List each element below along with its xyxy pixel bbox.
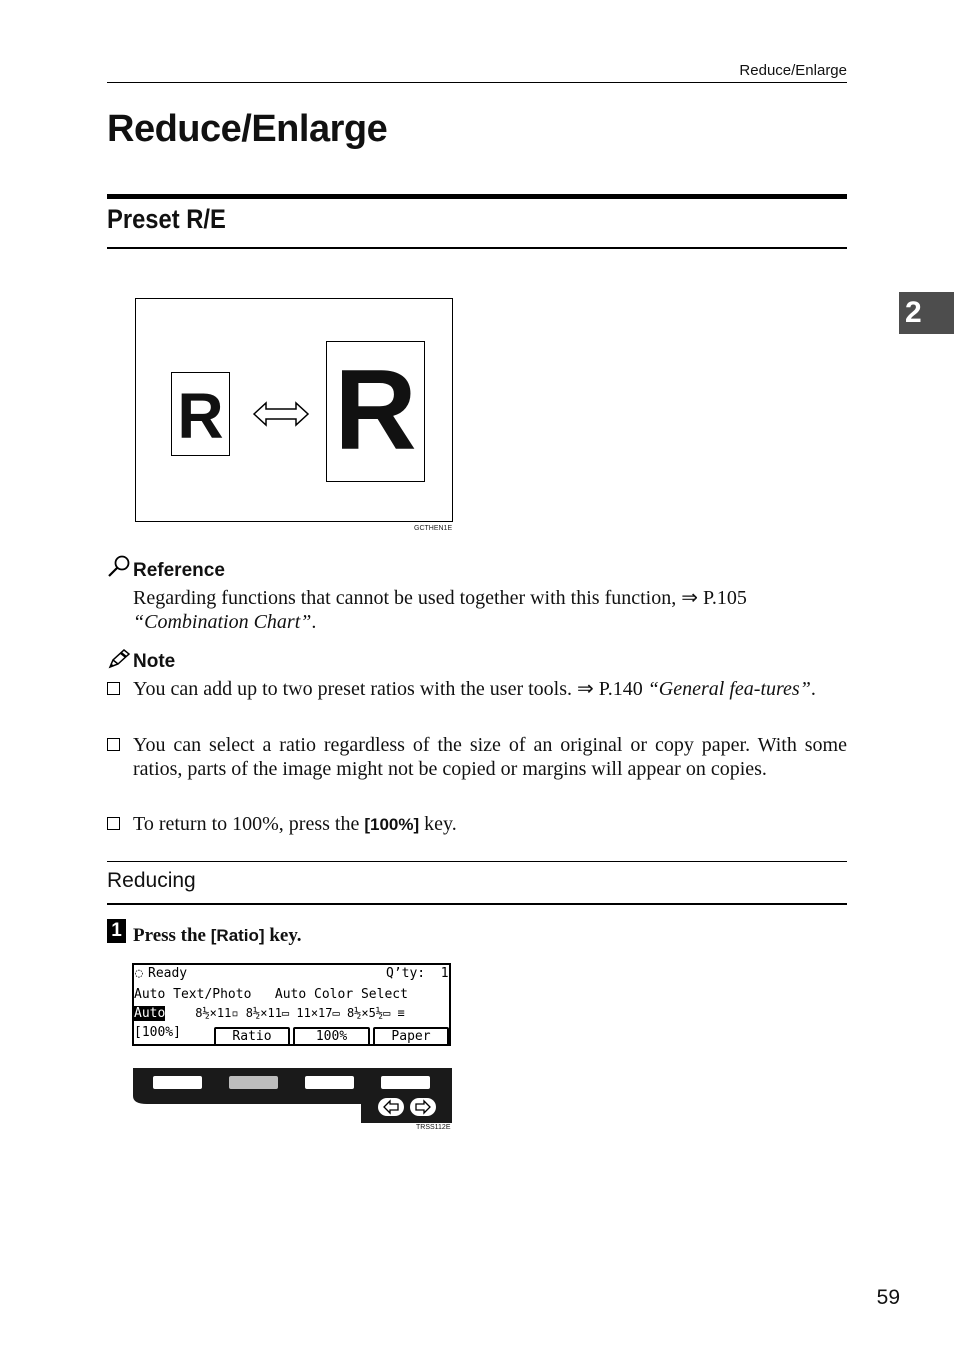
note-item-prefix: To return to 100%, press the	[133, 813, 365, 835]
note-item-body: You can add up to two preset ratios with the user tools. ⇒ P.140	[133, 678, 648, 700]
subsection-rule-top	[107, 861, 847, 862]
note-item-text	[133, 812, 847, 837]
section-rule-bottom	[107, 247, 847, 249]
lcd-auto-selected[interactable]: Auto	[134, 1006, 166, 1021]
note-item-link[interactable]: “General fea-tures”	[647, 678, 811, 700]
step-instruction	[133, 925, 302, 947]
lcd-quantity: Q’ty: 1	[386, 966, 449, 981]
lcd-status: Ready	[148, 966, 188, 981]
figure-code: GCTHEN1E	[414, 525, 453, 532]
small-letter: R	[177, 380, 224, 452]
ready-status-icon: ◌	[135, 966, 143, 981]
figure-code: TRSS112E	[416, 1124, 451, 1131]
step-suffix: key.	[264, 925, 302, 946]
paper-button[interactable]: Paper	[373, 1027, 449, 1046]
step-number-badge: 1	[107, 919, 126, 943]
soft-key-4[interactable]	[381, 1076, 430, 1089]
note-item-suffix: key.	[419, 813, 457, 835]
note-item-suffix: .	[810, 678, 816, 700]
note-item-text	[133, 677, 847, 701]
right-arrow-key-icon[interactable]	[409, 1097, 437, 1117]
reference-heading: Reference	[133, 560, 225, 581]
reference-link[interactable]: “Combination Chart”	[133, 611, 312, 633]
lcd-mode-line: Auto Text/Photo Auto Color Select	[134, 987, 408, 1002]
section-rule-top	[107, 194, 847, 199]
magnifier-icon	[107, 554, 131, 578]
key-label-100: [100%]	[364, 815, 420, 834]
100-percent-button[interactable]: 100%	[293, 1027, 370, 1046]
left-arrow-key-icon[interactable]	[377, 1097, 405, 1117]
note-item	[107, 733, 847, 781]
ratio-button[interactable]: Ratio	[214, 1027, 290, 1046]
soft-key-3[interactable]	[305, 1076, 354, 1089]
large-letter: R	[334, 347, 417, 474]
note-item	[107, 677, 847, 701]
checkbox-bullet-icon	[107, 682, 120, 695]
chapter-title: Reduce/Enlarge	[107, 108, 388, 150]
pencil-icon	[107, 648, 131, 670]
step-prefix: Press the	[133, 925, 211, 946]
chapter-tab: 2	[899, 292, 954, 334]
reference-text-prefix: Regarding functions that cannot be used together with this function, ⇒ P.105	[133, 587, 747, 609]
section-title: Preset R/E	[107, 204, 226, 234]
running-header: Reduce/Enlarge	[739, 62, 847, 79]
lcd-ratio-display: [100%]	[134, 1025, 181, 1040]
checkbox-bullet-icon	[107, 738, 120, 751]
note-heading: Note	[133, 651, 176, 672]
note-item-text: You can select a ratio regardless of the size of an original or copy paper. With some ratios, parts of the image might not be copied or margins will appear on copies.	[133, 734, 847, 780]
reference-text-suffix: .	[311, 611, 317, 633]
soft-key-1[interactable]	[153, 1076, 202, 1089]
double-arrow-icon	[252, 400, 310, 428]
key-label-ratio: [Ratio]	[210, 926, 265, 945]
note-item	[107, 812, 847, 837]
page-number: 59	[876, 1286, 900, 1309]
soft-key-2-ratio[interactable]	[229, 1076, 278, 1089]
reference-text	[133, 586, 847, 634]
subsection-rule-bottom	[107, 903, 847, 905]
header-rule	[107, 82, 847, 83]
lcd-display	[132, 963, 451, 1046]
checkbox-bullet-icon	[107, 817, 120, 830]
soft-key-row	[133, 1068, 452, 1123]
lcd-paper-sizes[interactable]: 8½×11▫ 8½×11▭ 11×17▭ 8½×5½▭ ≡	[188, 1006, 405, 1020]
subsection-title: Reducing	[107, 869, 196, 892]
